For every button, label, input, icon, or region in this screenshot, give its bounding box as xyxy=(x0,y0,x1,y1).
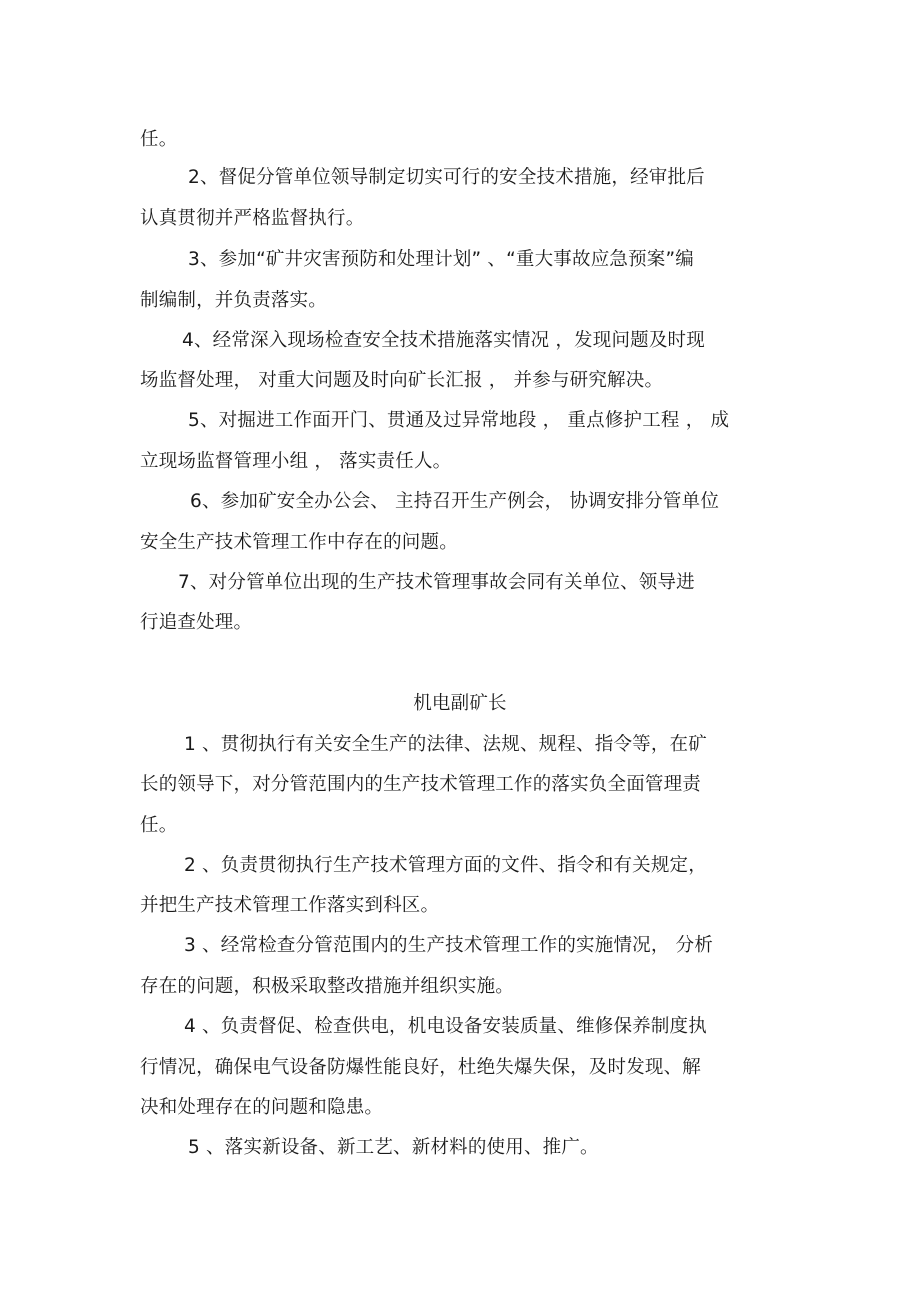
list-item-1-line-3: 任。 xyxy=(140,815,178,836)
list-item-1-line-2: 长的领导下，对分管范围内的生产技术管理工作的落实负全面管理责 xyxy=(140,774,702,795)
list-item-5-line-1: 5 、落实新设备、新工艺、新材料的使用、推广。 xyxy=(188,1137,599,1158)
list-item-3-line-2: 制编制，并负责落实。 xyxy=(140,290,328,311)
list-item-6-line-1: 6、参加矿安全办公会、 主持召开生产例会， 协调安排分管单位 xyxy=(190,491,720,512)
list-item-2-line-2: 认真贯彻并严格监督执行。 xyxy=(140,208,365,229)
list-item-6-line-2: 安全生产技术管理工作中存在的问题。 xyxy=(140,532,458,553)
list-item-5-line-2: 立现场监督管理小组 ， 落实责任人。 xyxy=(140,451,452,472)
list-item-7-line-1: 7、对分管单位出现的生产技术管理事故会同有关单位、领导进 xyxy=(178,572,695,593)
list-item-4-line-2: 行情况，确保电气设备防爆性能良好，杜绝失爆失保，及时发现、解 xyxy=(140,1057,702,1078)
list-item-2-line-2: 并把生产技术管理工作落实到科区。 xyxy=(140,895,440,916)
list-item-4-line-3: 决和处理存在的问题和隐患。 xyxy=(140,1097,384,1118)
section-title: 机电副矿长 xyxy=(413,693,507,714)
paragraph-line: 任。 xyxy=(140,129,178,150)
list-item-2-line-1: 2 、负责贯彻执行生产技术管理方面的文件、指令和有关规定， xyxy=(184,855,707,876)
list-item-4-line-1: 4 、负责督促、检查供电，机电设备安装质量、维修保养制度执 xyxy=(184,1016,707,1037)
list-item-3-line-1: 3、参加“矿井灾害预防和处理计划” 、“重大事故应急预案”编 xyxy=(188,249,694,270)
list-item-1-line-1: 1 、贯彻执行有关安全生产的法律、法规、规程、指令等，在矿 xyxy=(184,734,707,755)
list-item-3-line-1: 3 、经常检查分管范围内的生产技术管理工作的实施情况， 分析 xyxy=(184,935,714,956)
list-item-7-line-2: 行追查处理。 xyxy=(140,612,253,633)
list-item-5-line-1: 5、对掘进工作面开门、贯通及过异常地段 ， 重点修护工程 ， 成 xyxy=(188,410,730,431)
list-item-2-line-1: 2、督促分管单位领导制定切实可行的安全技术措施，经审批后 xyxy=(188,167,705,188)
list-item-4-line-1: 4、经常深入现场检查安全技术措施落实情况 ，发现问题及时现 xyxy=(182,330,705,351)
list-item-3-line-2: 存在的问题，积极采取整改措施并组织实施。 xyxy=(140,976,515,997)
list-item-4-line-2: 场监督处理， 对重大问题及时向矿长汇报 ， 并参与研究解决。 xyxy=(140,370,664,391)
